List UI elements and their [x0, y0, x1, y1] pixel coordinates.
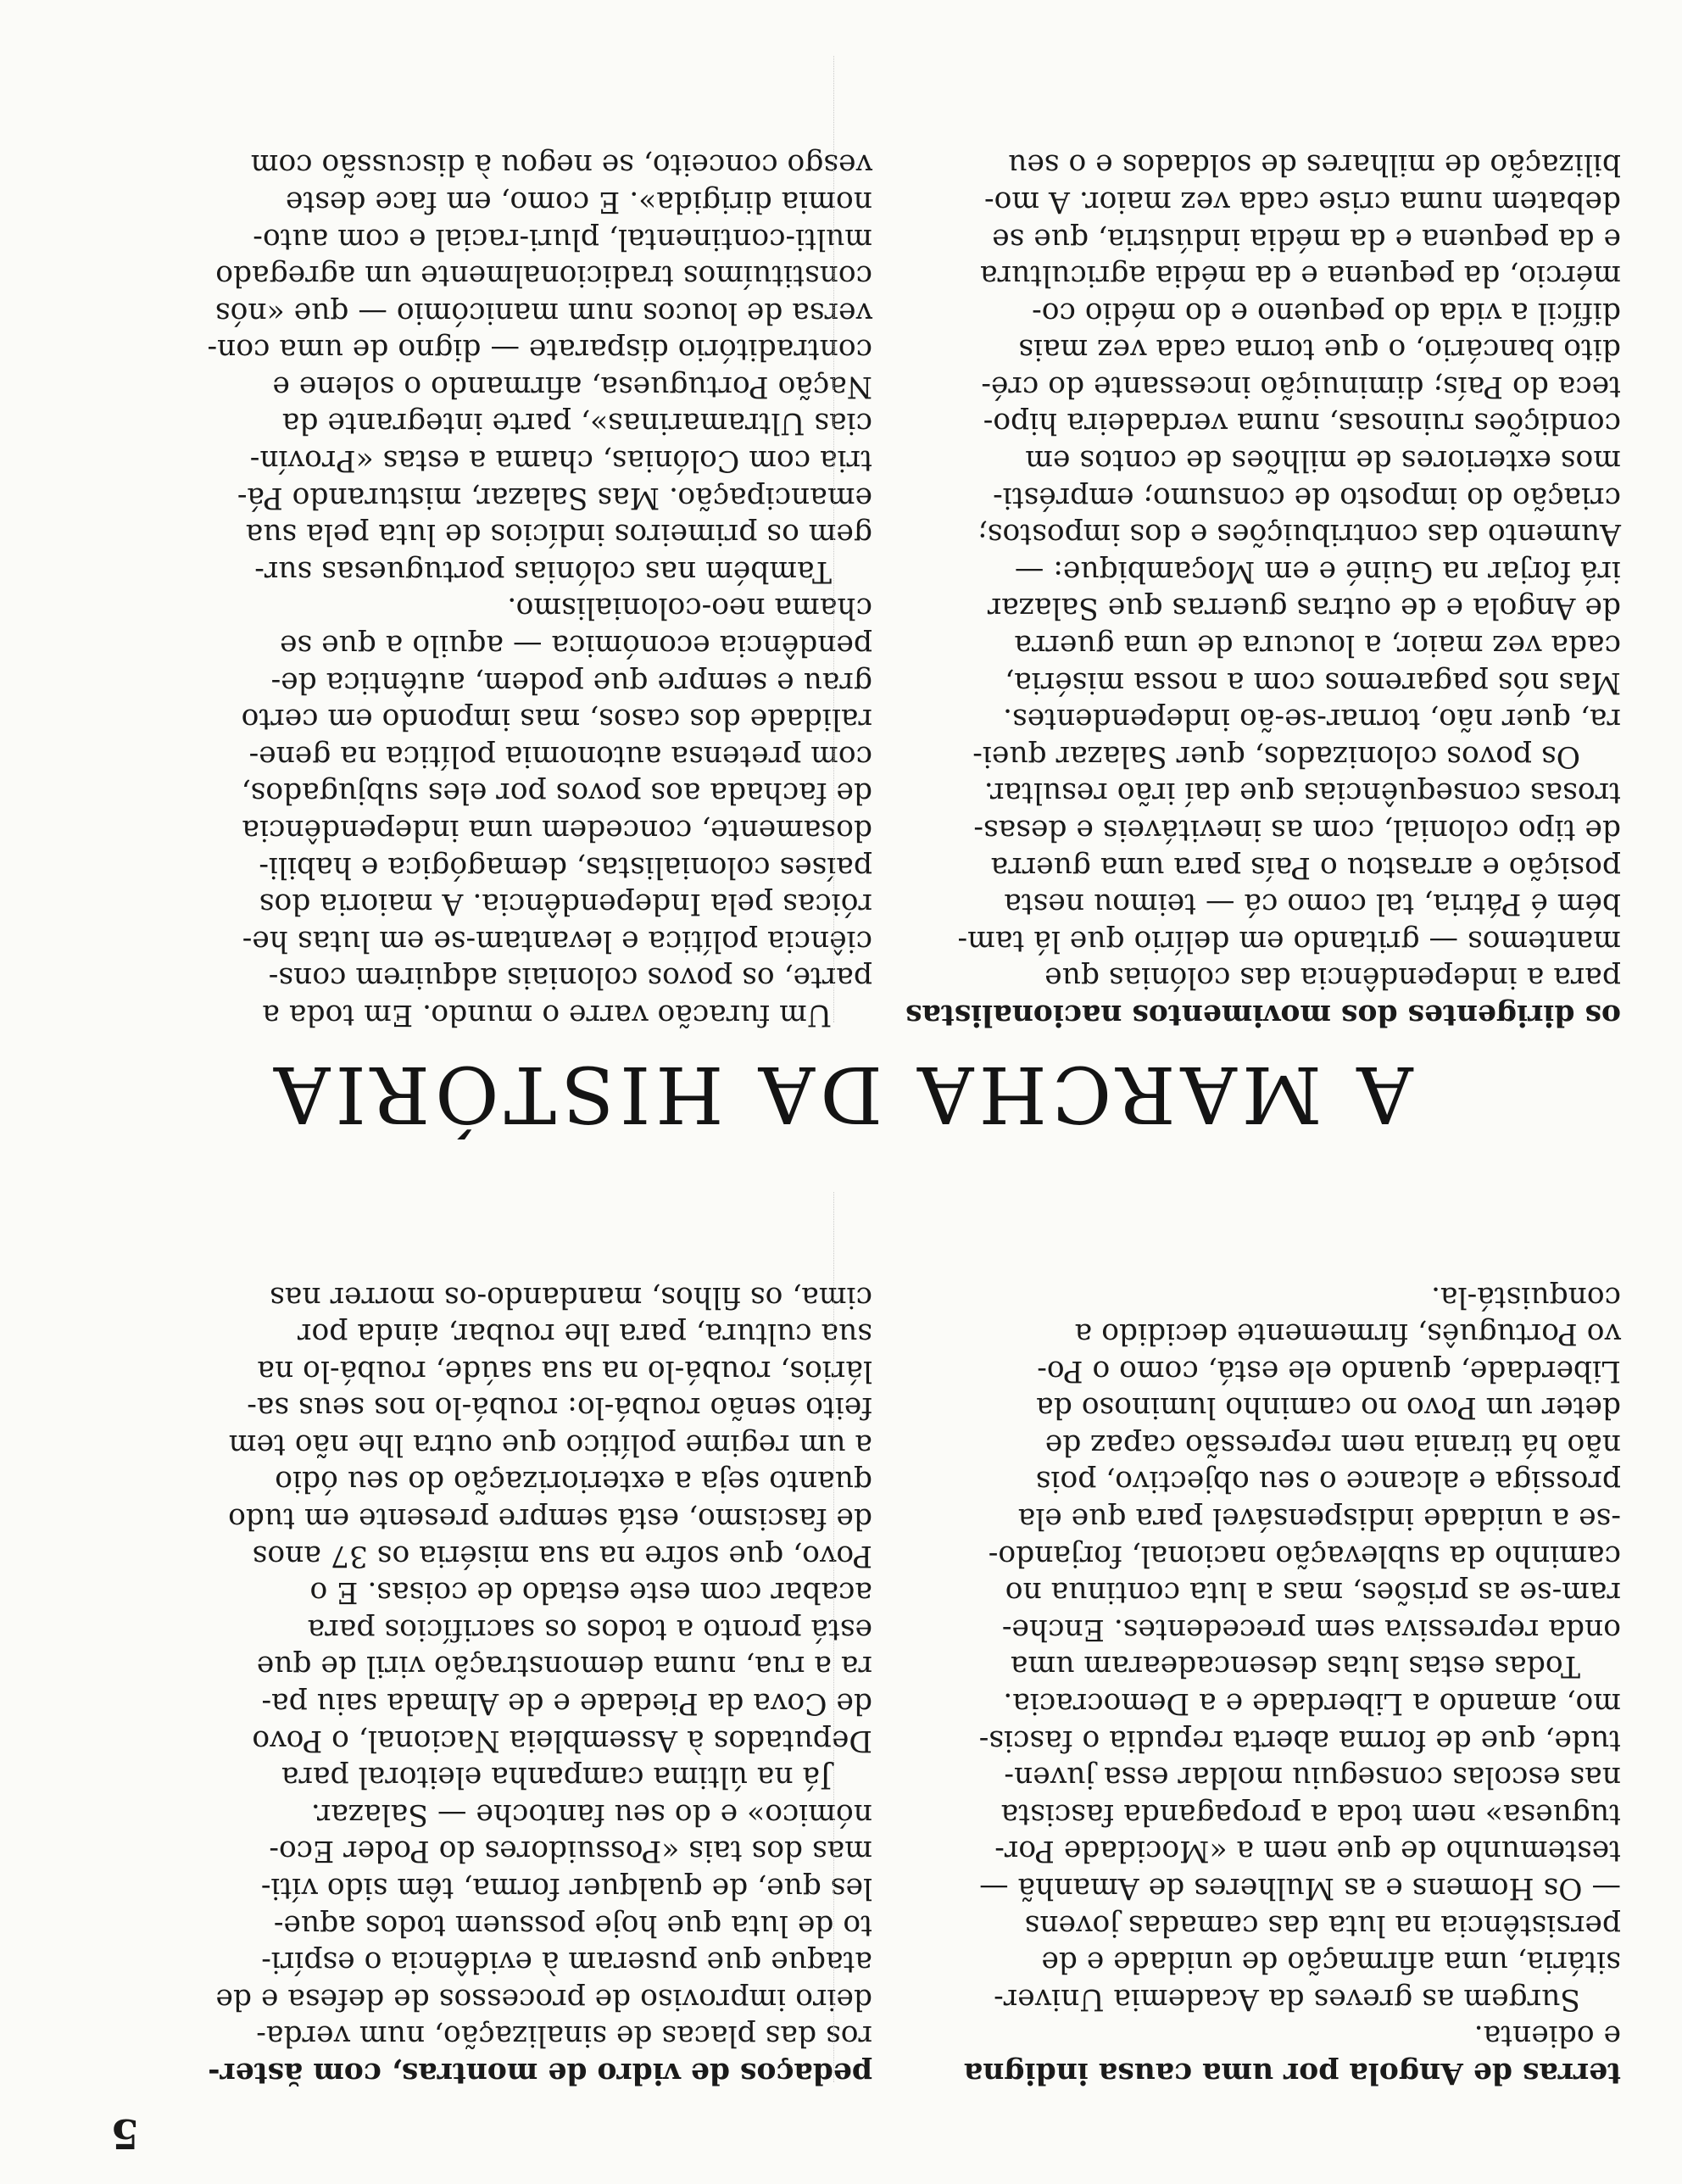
text-line: Surgem as greves da Academia Univer-: [994, 1981, 1580, 2016]
text-line: cada vez maior, a loucura de uma guerra: [1014, 628, 1621, 663]
text-line: ros das placas de sinalização, num verda-: [256, 2019, 872, 2053]
text-line: Todas estas lutas desencadearam uma: [1010, 1649, 1580, 1684]
text-line: Deputados à Assembleia Nacional, o Povo: [252, 1723, 872, 1758]
column-lower-left: [118, 146, 872, 1033]
column-divider: [833, 56, 834, 1022]
column-upper-right: [866, 1278, 1621, 2091]
text-line: emancipação. Mas Salazar, misturando Pá-: [237, 480, 872, 515]
text-line: condições ruinosas, numa verdadeira hipo-: [983, 406, 1621, 441]
text-line: lários, roubá-lo na sua saúde, roubá-lo na: [257, 1353, 872, 1388]
text-line: sitária, uma afirmação de unidade e de: [1041, 1945, 1621, 1980]
text-line: vo Português, firmemente decidido a: [1074, 1317, 1621, 1351]
text-line: — Os Homens e as Mulheres de Amanhã —: [979, 1871, 1621, 1906]
text-line: testemunho de que nem a «Mocidade Por-: [994, 1834, 1621, 1869]
text-line: com pretensa autonomia política na gene-: [248, 738, 872, 773]
text-line: trosas consequências que daí irão resultar.: [983, 776, 1621, 811]
text-line: to de luta que hoje possuem todos aque-: [273, 1908, 872, 1942]
text-line: Já na última campanha eleitoral para: [281, 1760, 832, 1795]
text-line: ataque que puseram à evidência o espíri-: [261, 1945, 872, 1980]
text-line: prossiga e alcance o seu objectivo, pois: [1035, 1464, 1621, 1499]
text-line: Nação Portuguesa, afirmando o solene e: [272, 369, 872, 404]
text-line: bilização de milhares de soldados e o seu: [1008, 148, 1621, 182]
text-line: conquistá-la.: [1430, 1279, 1621, 1314]
page-number: 5: [110, 2109, 139, 2157]
text-line: difícil a vida do pequeno e do médio co-: [1032, 295, 1621, 330]
text-line: bém é Pátria, tal como cá — teimou nesta: [1004, 887, 1621, 922]
text-line: a um regime político que outra lhe não tem: [228, 1427, 872, 1462]
text-line: posição e arrastou o País para uma guerra: [990, 850, 1621, 884]
text-line: países colonialistas, demagógica e habili-: [259, 850, 872, 884]
text-line: ram-se as prisões, mas a luta continua no: [1005, 1575, 1621, 1610]
text-line: tria com Colónias, chama a estas «Provín-: [249, 443, 872, 478]
text-line: para a independência das colónias que: [1044, 961, 1621, 995]
text-line: Os povos colonizados, quer Salazar quei-: [972, 738, 1580, 773]
text-line: nomia dirigida». E como, em face deste: [285, 184, 872, 219]
text-line: ra, quer não, tornar-se-ão independentes.: [1003, 702, 1621, 737]
text-line: irá forjar na Guiné e em Moçambique: —: [1014, 554, 1621, 588]
text-line: róicas pela Independência. A maioria dos: [259, 887, 872, 922]
text-line: teca do País; diminuição incessante do cré-: [981, 369, 1621, 404]
text-line: caminho da sublevação nacional, forjando-: [988, 1538, 1621, 1573]
text-line: ciência política e levantam-se em lutas he-: [242, 923, 872, 958]
text-line: pendência económica — aquilo a que se: [280, 628, 872, 663]
text-line: persistência na luta das camadas jovens: [1024, 1908, 1621, 1942]
text-line: dito bancário, o que torna cada vez mais: [1018, 332, 1621, 367]
text-line: constituímos tradicionalmente um agregado: [215, 259, 872, 293]
text-line: de fachada aos povos por eles subjugados,: [241, 776, 872, 811]
text-line: Liberdade, quando ele está, como o Po-: [1037, 1353, 1621, 1388]
text-line: mantemos — gritando em delírio que lá tam-: [957, 923, 1621, 958]
column-lower-right: [866, 146, 1621, 1033]
text-line: quanto seja a exteriorização do seu ódio: [275, 1464, 872, 1499]
text-line: não há tirania nem repressão capaz de: [1044, 1427, 1621, 1462]
text-line: cias Ultramarinas», parte integrante da: [281, 406, 872, 441]
text-line: de tipo colonial, com as inevitáveis e desas-: [973, 813, 1621, 848]
text-line: tuguesa» nem toda a propaganda fascista: [1000, 1797, 1621, 1831]
text-line: está pronto a todos os sacrifícios para: [307, 1612, 872, 1646]
text-line: nómico» e do seu fantoche — Salazar.: [310, 1797, 872, 1831]
text-line: mas dos tais «Possuidores do Poder Eco-: [269, 1834, 872, 1869]
text-line: e odienta.: [1473, 2019, 1621, 2053]
text-line: Aumento das contribuições e dos impostos;: [977, 517, 1621, 552]
text-line: os dirigentes dos movimentos nacionalistas: [905, 998, 1621, 1032]
text-line: acabar com este estado de coisas. E o: [309, 1575, 872, 1610]
text-line: chama neo-colonialismo.: [507, 591, 872, 626]
text-line: contraditório disparate — digno de uma con-: [207, 332, 872, 367]
text-line: vesgo conceito, se negou à discussão com: [250, 148, 872, 182]
text-line: Um furacão varre o mundo. Em toda a: [262, 998, 832, 1032]
text-line: ralidade dos casos, mas impondo em certo: [241, 702, 872, 737]
text-line: de Angola e de outras guerras que Salazar: [987, 591, 1621, 626]
column-upper-left: [118, 1278, 872, 2091]
text-line: gem os primeiros indícios de luta pela sua: [245, 517, 872, 552]
text-line: Também nas colónias portuguesas sur-: [254, 554, 832, 588]
text-line: ra a rua, numa demonstração viril de que: [256, 1649, 872, 1684]
text-line: les que, de qualquer forma, têm sido víti-: [260, 1871, 872, 1906]
text-line: cima, os filhos, mandando-os morrer nas: [270, 1279, 872, 1314]
text-line: sua cultura, para lhe roubar, ainda por: [298, 1317, 872, 1351]
article-headline: A MARCHA DA HISTÓRIA: [269, 1049, 1413, 1139]
text-line: pedaços de vidro de montras, com ăster-: [208, 2056, 872, 2090]
text-line: grau e sempre que podem, autêntica de-: [270, 665, 872, 699]
text-line: feito senão roubá-lo: roubá-lo nos seus sa-: [247, 1390, 872, 1425]
text-line: onda repressiva sem precedentes. Enche-: [1001, 1612, 1621, 1646]
text-line: -se a unidade indispensável para que ela: [1017, 1502, 1621, 1536]
text-line: Mas nós pagaremos com a nossa miséria,: [1005, 665, 1621, 699]
text-line: dosamente, concedem uma independência: [242, 813, 872, 848]
text-line: multi-continental, pluri-racial e com auto-: [253, 221, 872, 256]
text-line: criação do imposto de consumo; emprésti-: [993, 480, 1621, 515]
text-line: nas escolas conseguiu moldar essa juven-: [1004, 1760, 1621, 1795]
text-line: parte, os povos coloniais adquirem cons-: [268, 961, 872, 995]
text-line: tude, que de forma aberta repudia o fascis-: [978, 1723, 1621, 1758]
text-line: deiro improviso de processos de defesa e de: [215, 1981, 872, 2016]
column-divider: [833, 1192, 834, 2082]
text-line: Povo, que sofre na sua miséria os 37 anos: [252, 1538, 872, 1573]
text-line: mércio, da pequena e da média agricultura: [980, 259, 1621, 293]
text-line: mo, amando a Liberdade e a Democracia.: [1003, 1686, 1621, 1721]
text-line: debatem numa crise cada vez maior. A mo-: [983, 184, 1621, 219]
text-line: e da pequena e da média indústria, que se: [992, 221, 1621, 256]
text-line: mos exteriores de milhões de contos em: [1025, 443, 1621, 478]
text-line: de fascismo, está sempre presente em tudo: [228, 1502, 872, 1536]
text-line: deter um Povo no caminho luminoso da: [1036, 1390, 1621, 1425]
text-line: versa de loucos num manicómio — que «nós: [214, 295, 872, 330]
text-line: de Cova da Piedade e de Almada saiu pa-: [261, 1686, 872, 1721]
text-line: terras de Angola por uma causa indigna: [963, 2056, 1621, 2090]
